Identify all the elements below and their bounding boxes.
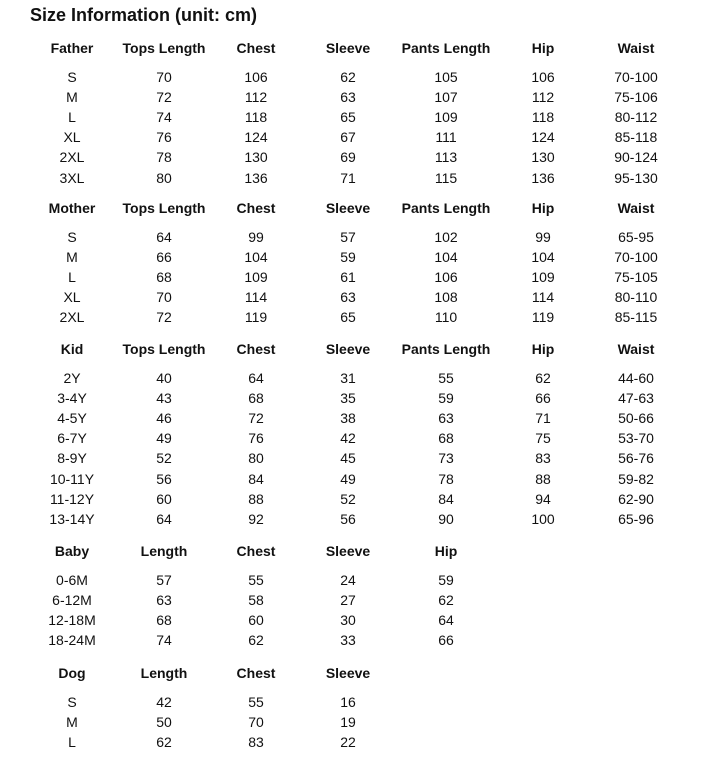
size-label: 0-6M [56,572,88,588]
table-row [0,570,715,590]
size-label: XL [63,129,81,146]
table-cell: 64 [248,370,264,386]
table-cell: 104 [531,249,555,266]
column-header: Father [50,40,94,56]
table-cell: 109 [531,269,555,286]
table-cell: 106 [531,69,555,85]
column-header: Pants Length [401,40,491,56]
table-row [0,267,715,287]
table-row [0,448,715,468]
table-cell: 33 [340,632,356,649]
table-cell: 65-95 [618,229,654,245]
table-cell: 59 [340,249,356,266]
table-cell: 84 [438,490,454,507]
table-header-row [0,38,715,58]
table-cell: 107 [434,89,458,106]
table-cell: 88 [248,490,264,507]
table-row [0,408,715,428]
table-cell: 112 [244,89,268,106]
table-cell: 62 [340,69,356,85]
table-cell: 102 [434,229,458,245]
table-cell: 66 [438,632,454,649]
column-header: Length [140,665,188,681]
table-cell: 90 [438,510,454,527]
table-cell: 104 [244,249,268,266]
table-cell: 50 [156,714,172,731]
table-row [0,610,715,630]
table-cell: 76 [156,129,172,146]
table-cell: 44-60 [618,370,654,386]
size-label: 12-18M [48,612,96,629]
size-label: M [66,714,78,731]
size-label: L [68,109,76,126]
column-header: Chest [236,40,276,56]
table-cell: 99 [535,229,551,245]
column-header: Chest [236,543,276,559]
table-cell: 24 [340,572,356,588]
table-cell: 80-110 [614,289,658,306]
table-cell: 50-66 [618,410,654,427]
size-label: 13-14Y [49,510,95,527]
table-cell: 57 [340,229,356,245]
table-row [0,489,715,509]
table-cell: 52 [156,450,172,467]
column-header: Hip [531,40,555,56]
table-cell: 75 [535,430,551,447]
column-header: Tops Length [122,341,206,357]
table-cell: 62 [156,734,172,751]
table-cell: 63 [438,410,454,427]
table-cell: 78 [156,149,172,166]
table-header-row [0,198,715,218]
table-cell: 49 [156,430,172,447]
table-cell: 55 [248,572,264,588]
table-row [0,307,715,327]
table-cell: 109 [244,269,268,286]
table-cell: 74 [156,109,172,126]
table-cell: 64 [438,612,454,629]
table-cell: 115 [434,169,458,186]
table-cell: 80 [156,169,172,186]
table-cell: 59 [438,390,454,407]
table-cell: 68 [248,390,264,407]
size-label: XL [63,289,81,306]
table-cell: 62-90 [618,490,654,507]
column-header: Kid [60,341,84,357]
table-cell: 22 [340,734,356,751]
column-header: Chest [236,341,276,357]
table-cell: 109 [434,109,458,126]
table-cell: 64 [156,510,172,527]
column-header: Pants Length [401,200,491,216]
table-cell: 52 [340,490,356,507]
table-cell: 124 [531,129,555,146]
table-row [0,712,715,732]
table-cell: 40 [156,370,172,386]
table-cell: 106 [434,269,458,286]
table-row [0,147,715,167]
size-label: L [68,734,76,751]
table-cell: 111 [435,129,457,146]
size-label: M [66,249,78,266]
table-cell: 74 [156,632,172,649]
table-cell: 19 [340,714,356,731]
table-cell: 73 [438,450,454,467]
table-cell: 69 [340,149,356,166]
table-cell: 84 [248,470,264,487]
table-cell: 35 [340,390,356,407]
table-cell: 47-63 [618,390,654,407]
table-cell: 119 [244,309,268,326]
table-cell: 104 [434,249,458,266]
size-label: L [68,269,76,286]
table-cell: 108 [434,289,458,306]
table-cell: 70-100 [614,249,658,266]
table-row [0,732,715,752]
table-cell: 70 [156,289,172,306]
table-cell: 63 [340,89,356,106]
size-label: 2XL [59,309,85,326]
table-cell: 61 [340,269,356,286]
table-cell: 64 [156,229,172,245]
column-header: Sleeve [325,40,371,56]
column-header: Sleeve [325,543,371,559]
table-cell: 80 [248,450,264,467]
table-row [0,630,715,650]
table-cell: 80-112 [614,109,658,126]
table-cell: 71 [535,410,551,427]
table-cell: 68 [156,612,172,629]
table-cell: 112 [531,89,555,106]
table-cell: 72 [156,89,172,106]
table-cell: 119 [531,309,555,326]
size-label: S [67,69,77,85]
table-cell: 85-115 [614,309,658,326]
table-cell: 43 [156,390,172,407]
table-cell: 72 [156,309,172,326]
table-cell: 53-70 [618,430,654,447]
size-label: 2XL [59,149,85,166]
table-cell: 66 [156,249,172,266]
column-header: Chest [236,200,276,216]
table-cell: 76 [248,430,264,447]
size-label: 10-11Y [49,470,95,487]
table-row [0,590,715,610]
table-cell: 90-124 [614,149,658,166]
table-row [0,227,715,247]
table-cell: 30 [340,612,356,629]
table-cell: 92 [248,510,264,527]
table-cell: 71 [340,169,356,186]
table-row [0,368,715,388]
table-cell: 70-100 [614,69,658,85]
size-label: 6-12M [52,592,92,609]
table-row [0,692,715,712]
column-header: Hip [531,341,555,357]
column-header: Length [140,543,188,559]
size-label: 11-12Y [49,490,95,507]
table-cell: 136 [531,169,555,186]
table-cell: 124 [244,129,268,146]
table-cell: 56 [156,470,172,487]
table-cell: 46 [156,410,172,427]
column-header: Sleeve [325,665,371,681]
table-cell: 49 [340,470,356,487]
table-row [0,87,715,107]
table-cell: 83 [248,734,264,751]
table-cell: 88 [535,470,551,487]
table-cell: 68 [438,430,454,447]
table-cell: 114 [531,289,555,306]
table-cell: 42 [156,694,172,710]
table-cell: 66 [535,390,551,407]
table-cell: 62 [535,370,551,386]
table-cell: 60 [248,612,264,629]
table-header-row [0,339,715,359]
size-label: 3XL [59,169,85,186]
table-cell: 100 [531,510,555,527]
table-cell: 78 [438,470,454,487]
table-cell: 114 [244,289,268,306]
table-cell: 60 [156,490,172,507]
column-header: Waist [617,341,655,357]
table-cell: 45 [340,450,356,467]
table-row [0,127,715,147]
table-cell: 16 [340,694,356,710]
size-label: 2Y [63,370,81,386]
table-cell: 55 [438,370,454,386]
column-header: Hip [531,200,555,216]
table-cell: 72 [248,410,264,427]
table-row [0,287,715,307]
table-cell: 31 [340,370,356,386]
table-cell: 136 [244,169,268,186]
table-cell: 65 [340,109,356,126]
table-cell: 42 [340,430,356,447]
column-header: Chest [236,665,276,681]
table-cell: 55 [248,694,264,710]
size-label: 4-5Y [57,410,87,427]
table-row [0,469,715,489]
table-row [0,107,715,127]
table-cell: 62 [248,632,264,649]
table-row [0,509,715,529]
table-cell: 110 [434,309,458,326]
table-cell: 105 [434,69,458,85]
table-row [0,168,715,188]
column-header: Mother [48,200,96,216]
column-header: Hip [434,543,458,559]
table-cell: 65 [340,309,356,326]
size-label: 3-4Y [57,390,87,407]
table-cell: 130 [244,149,268,166]
size-label: 18-24M [48,632,96,649]
size-label: 8-9Y [57,450,87,467]
table-cell: 38 [340,410,356,427]
table-header-row [0,541,715,561]
table-cell: 59-82 [618,470,654,487]
table-cell: 57 [156,572,172,588]
table-cell: 130 [531,149,555,166]
table-cell: 56 [340,510,356,527]
column-header: Pants Length [401,341,491,357]
table-cell: 27 [340,592,356,609]
column-header: Tops Length [122,40,206,56]
table-cell: 63 [340,289,356,306]
table-cell: 68 [156,269,172,286]
table-row [0,247,715,267]
table-cell: 113 [434,149,458,166]
table-cell: 75-105 [614,269,658,286]
table-cell: 94 [535,490,551,507]
column-header: Tops Length [122,200,206,216]
table-cell: 118 [531,109,555,126]
table-cell: 56-76 [618,450,654,467]
table-cell: 62 [438,592,454,609]
table-row [0,428,715,448]
column-header: Waist [617,200,655,216]
table-header-row [0,663,715,683]
table-row [0,388,715,408]
size-label: 6-7Y [57,430,87,447]
table-cell: 75-106 [614,89,658,106]
table-cell: 85-118 [614,129,658,146]
table-row [0,67,715,87]
column-header: Sleeve [325,200,371,216]
table-cell: 95-130 [614,169,658,186]
size-label: M [66,89,78,106]
table-cell: 106 [244,69,268,85]
table-cell: 118 [244,109,268,126]
column-header: Dog [58,665,86,681]
table-cell: 63 [156,592,172,609]
table-cell: 59 [438,572,454,588]
table-cell: 70 [248,714,264,731]
page-title: Size Information (unit: cm) [30,5,257,25]
table-cell: 83 [535,450,551,467]
table-cell: 70 [156,69,172,85]
column-header: Baby [54,543,90,559]
table-cell: 99 [248,229,264,245]
size-label: S [67,694,77,710]
table-cell: 65-96 [618,510,654,527]
size-label: S [67,229,77,245]
table-cell: 67 [340,129,356,146]
column-header: Sleeve [325,341,371,357]
table-cell: 58 [248,592,264,609]
column-header: Waist [617,40,655,56]
